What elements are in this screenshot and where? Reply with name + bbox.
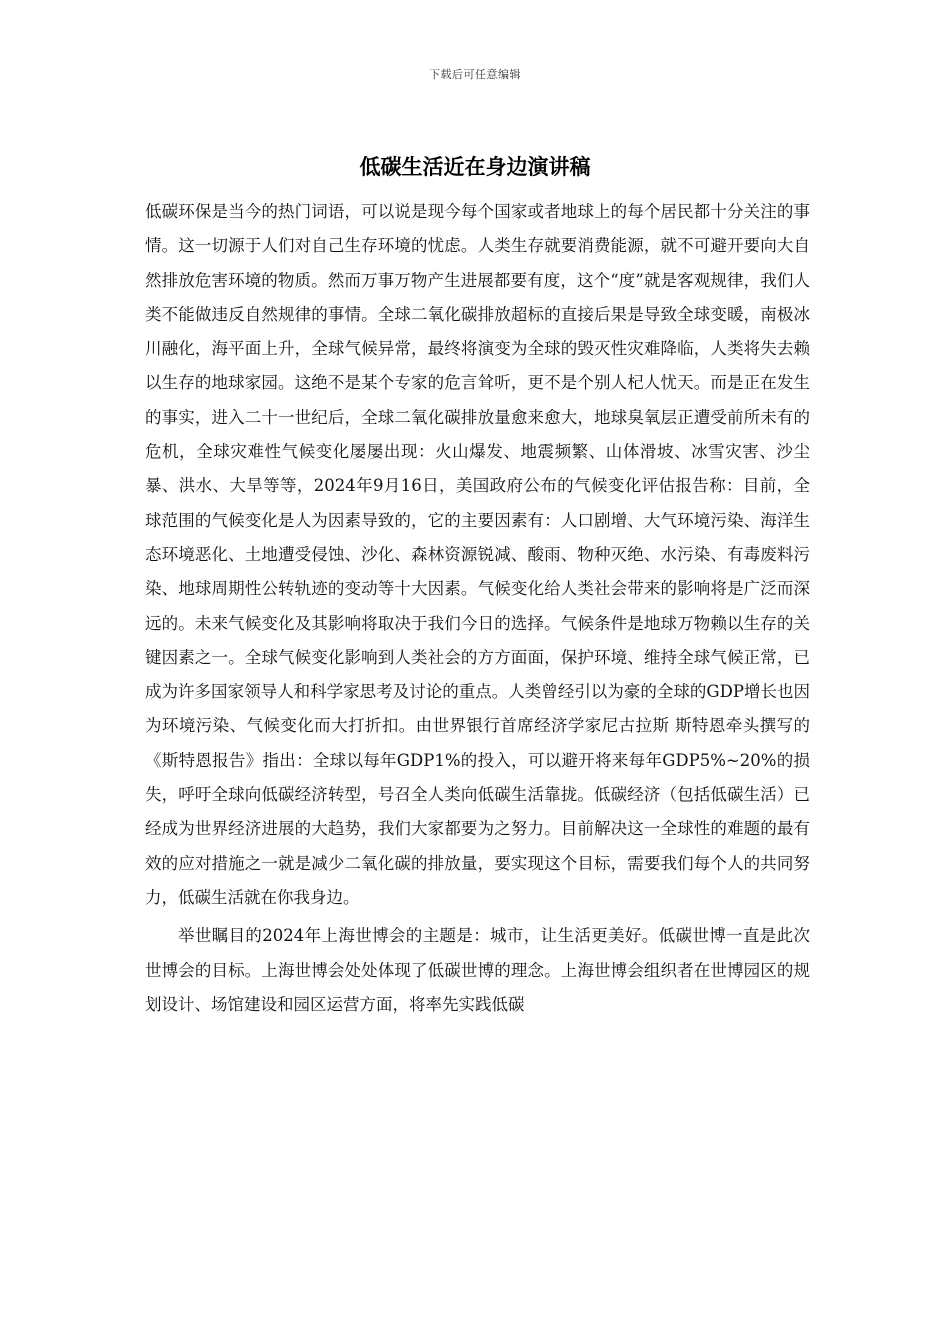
paragraph-2: 举世瞩目的2024年上海世博会的主题是：城市，让生活更美好。低碳世博一直是此次世博会的目标。上海世博会处处体现了低碳世博的理念。上海世博会组织者在世博园区的规划设计、场馆建设和园区运营方面，将率先实践低碳 (145, 926, 810, 1014)
paragraph-1: 低碳环保是当今的热门词语，可以说是现今每个国家或者地球上的每个居民都十分关注的事情。这一切源于人们对自己生存环境的忧虑。人类生存就要消费能源，就不可避开要向大自然排放危害环境的物质。然而万事万物产生进展都要有度，这个“度”就是客观规律，我们人类不能做违反自然规律的事情。全球二氧化碳排放超标的直接后果是导致全球变暖，南极冰川融化，海平面上升，全球气候异常，最终将演变为全球的毁灭性灾难降临，人类将失去赖以生存的地球家园。这绝不是某个专家的危言耸听，更不是个别人杞人忧天。而是正在发生的事实，进入二十一世纪后，全球二氧化碳排放量愈来愈大，地球臭氧层正遭受前所未有的危机，全球灾难性气候变化屡屡出现：火山爆发、地震频繁、山体滑坡、冰雪灾害、沙尘暴、洪水、大旱等等，2024年9月16日，美国政府公布的气候变化评估报告称：目前，全球范围的气候变化是人为因素导致的，它的主要因素有：人口剧增、大气环境污染、海洋生态环境恶化、土地遭受侵蚀、沙化、森林资源锐减、酸雨、物种灭绝、水污染、有毒废料污染、地球周期性公转轨迹的变动等十大因素。气候变化给人类社会带来的影响将是广泛而深远的。未来气候变化及其影响将取决于我们今日的选择。气候条件是地球万物赖以生存的关键因素之一。全球气候变化影响到人类社会的方方面面，保护环境、维持全球气候正常，已成为许多国家领导人和科学家思考及讨论的重点。人类曾经引以为豪的全球的GDP增长也因为环境污染、气候变化而大打折扣。由世界银行首席经济学家尼古拉斯 斯特恩牵头撰写的《斯特恩报告》指出：全球以每年GDP1%的投入，可以避开将来每年GDP5%~20%的损失，呼吁全球向低碳经济转型，号召全人类向低碳生活靠拢。低碳经济（包括低碳生活）已经成为世界经济进展的大趋势，我们大家都要为之努力。目前解决这一全球性的难题的最有效的应对措施之一就是减少二氧化碳的排放量，要实现这个目标，需要我们每个人的共同努力，低碳生活就在你我身边。 (145, 202, 810, 907)
header-note: 下载后可任意编辑 (429, 68, 521, 81)
document-title: 低碳生活近在身边演讲稿 (359, 154, 591, 179)
document-body (145, 195, 810, 1022)
